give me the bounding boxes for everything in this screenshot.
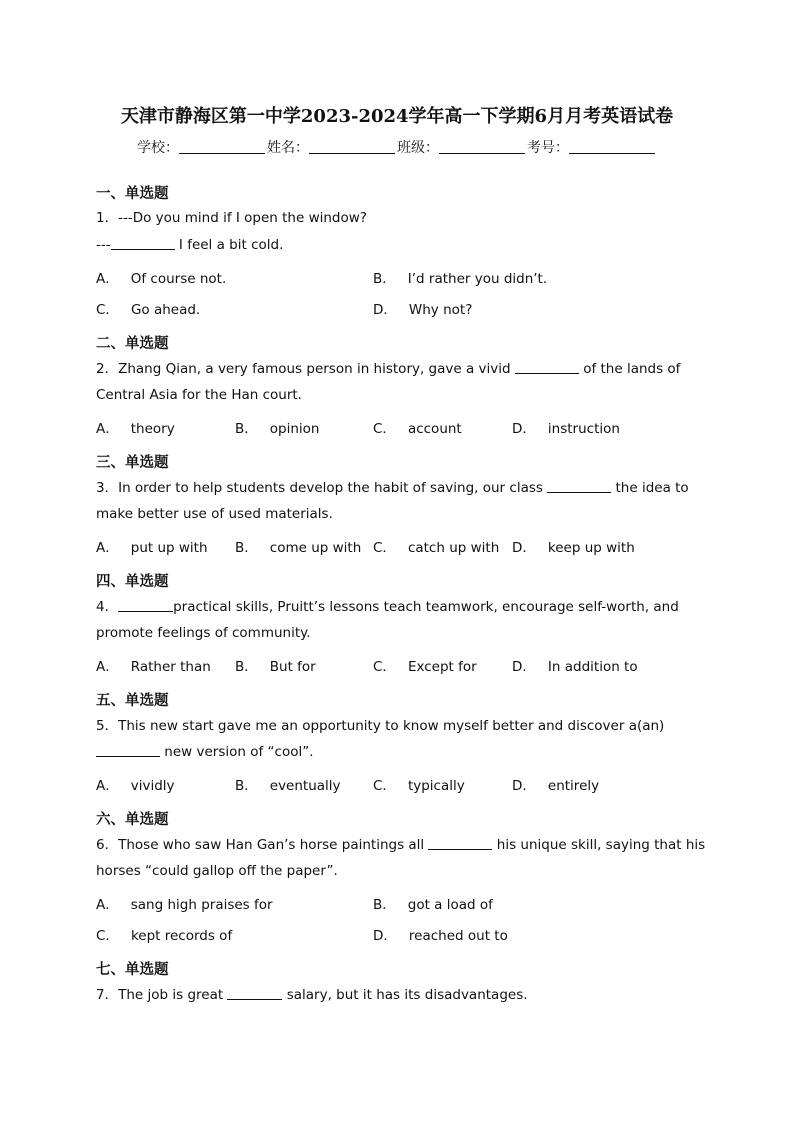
question-line: [96, 744, 314, 760]
section-heading: 三、单选题: [96, 455, 169, 471]
answer-blank: [547, 480, 611, 493]
option-d[interactable]: D． entirely: [512, 778, 600, 794]
school-label: 学校：: [137, 140, 179, 156]
question-number: 4．: [96, 599, 119, 615]
question-line: [96, 206, 367, 226]
exam-title: 天津市静海区第一中学2023-2024学年高一下学期6月月考英语试卷: [120, 106, 674, 127]
option-a[interactable]: A． sang high praises for: [96, 897, 273, 913]
answer-blank: [515, 361, 579, 374]
answer-blank: [111, 237, 175, 250]
question-line: promote feelings of community.: [96, 625, 311, 641]
option-c[interactable]: C． Except for: [373, 659, 477, 675]
section-heading: 一、单选题: [96, 186, 169, 202]
option-b[interactable]: B． come up with: [235, 540, 362, 556]
answer-blank: [96, 744, 160, 757]
question-text: ---: [96, 237, 111, 253]
section-heading: 七、单选题: [96, 962, 169, 978]
option-c[interactable]: C． Go ahead.: [96, 302, 201, 318]
question-number: 2．: [96, 361, 119, 377]
question-number: 7．: [96, 987, 119, 1003]
question-number: 6．: [96, 837, 119, 853]
question-text: The job is great: [118, 987, 228, 1003]
option-a[interactable]: A． put up with: [96, 540, 208, 556]
option-a[interactable]: A． Rather than: [96, 659, 211, 675]
option-c[interactable]: C． kept records of: [96, 928, 233, 944]
question-line: [96, 595, 679, 615]
question-number: 3．: [96, 480, 119, 496]
option-a[interactable]: A． theory: [96, 421, 175, 437]
option-a[interactable]: A． vividly: [96, 778, 175, 794]
class-blank[interactable]: [439, 139, 525, 154]
section-heading: 六、单选题: [96, 812, 169, 828]
question-number: 1．: [96, 210, 119, 226]
question-line: Central Asia for the Han court.: [96, 387, 302, 403]
question-line: [96, 357, 680, 377]
answer-blank: [428, 837, 492, 850]
answer-blank: [227, 987, 282, 1000]
name-blank[interactable]: [309, 139, 395, 154]
question-text: In order to help students develop the habit of saving, our class: [118, 480, 548, 496]
exam-no-label: 考号：: [527, 140, 569, 156]
question-text: his unique skill, saying that his: [492, 837, 706, 853]
option-d[interactable]: D． Why not?: [373, 302, 473, 318]
question-line: [96, 714, 664, 734]
option-d[interactable]: D． In addition to: [512, 659, 638, 675]
question-line: make better use of used materials.: [96, 506, 333, 522]
question-text: the idea to: [611, 480, 689, 496]
question-text: This new start gave me an opportunity to know myself better and discover a(an): [118, 718, 665, 734]
option-b[interactable]: B． got a load of: [373, 897, 493, 913]
question-line: [96, 833, 705, 853]
school-blank[interactable]: [179, 139, 265, 154]
question-text: Zhang Qian, a very famous person in history, gave a vivid: [118, 361, 515, 377]
question-text: of the lands of: [578, 361, 681, 377]
name-label: 姓名：: [267, 140, 309, 156]
question-line: horses “could gallop off the paper”.: [96, 863, 338, 879]
question-text: Those who saw Han Gan’s horse paintings all: [118, 837, 429, 853]
question-text: I feel a bit cold.: [174, 237, 284, 253]
question-line: [96, 983, 528, 1003]
question-text: practical skills, Pruitt’s lessons teach teamwork, encourage self-worth, and: [173, 599, 679, 615]
option-b[interactable]: B． eventually: [235, 778, 341, 794]
option-c[interactable]: C． catch up with: [373, 540, 500, 556]
option-b[interactable]: B． But for: [235, 659, 316, 675]
exam-no-blank[interactable]: [569, 139, 655, 154]
option-a[interactable]: A． Of course not.: [96, 271, 227, 287]
option-c[interactable]: C． account: [373, 421, 462, 437]
student-info-line: [0, 137, 794, 157]
class-label: 班级：: [397, 140, 439, 156]
section-heading: 二、单选题: [96, 336, 169, 352]
option-b[interactable]: B． opinion: [235, 421, 320, 437]
option-d[interactable]: D． instruction: [512, 421, 620, 437]
option-d[interactable]: D． keep up with: [512, 540, 635, 556]
option-b[interactable]: B． I’d rather you didn’t.: [373, 271, 548, 287]
question-text: ---Do you mind if I open the window?: [118, 210, 367, 226]
question-number: 5．: [96, 718, 119, 734]
question-text: salary, but it has its disadvantages.: [282, 987, 528, 1003]
answer-blank: [118, 599, 173, 612]
section-heading: 四、单选题: [96, 574, 169, 590]
option-c[interactable]: C． typically: [373, 778, 465, 794]
question-line: [96, 476, 689, 496]
question-line: [96, 237, 283, 253]
question-text: new version of “cool”.: [160, 744, 314, 760]
section-heading: 五、单选题: [96, 693, 169, 709]
option-d[interactable]: D． reached out to: [373, 928, 508, 944]
